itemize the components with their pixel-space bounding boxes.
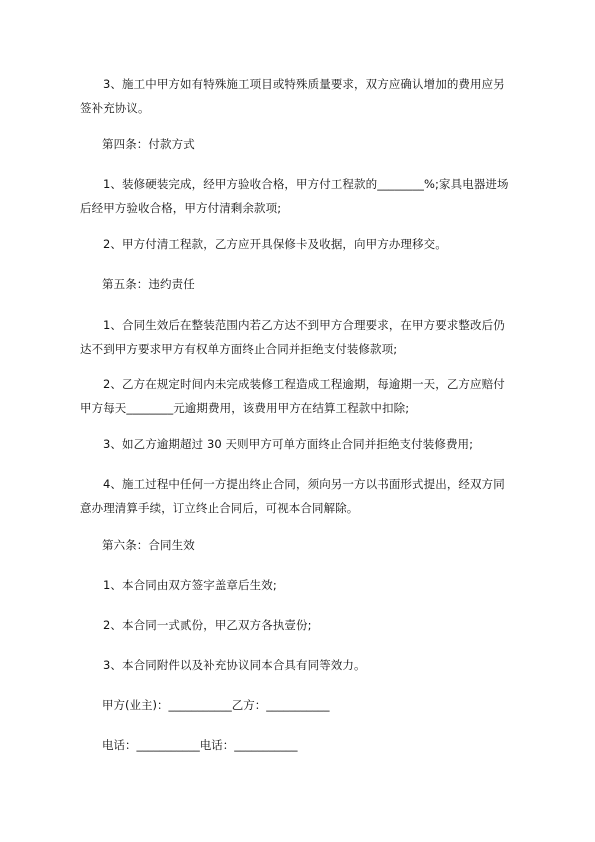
clause-4-1-paragraph: 1、装修硬装完成，经甲方验收合格，甲方付工程款的________%;家具电器进场后经甲方验收合格，甲方付清剩余款项; (80, 177, 509, 215)
clause-5-1-paragraph: 1、合同生效后在整装范围内若乙方达不到甲方合理要求，在甲方要求整改后仍达不到甲方要求甲方有权单方面终止合同并拒绝支付装修款项; (80, 318, 505, 356)
clause-3-3-paragraph: 3、施工中甲方如有特殊施工项目或特殊质量要求，双方应确认增加的费用应另签补充协议。 (80, 77, 505, 115)
clause-6-2-paragraph: 2、本合同一式贰份，甲乙双方各执壹份; (103, 618, 312, 632)
article-4-heading: 第四条：付款方式 (102, 137, 195, 151)
clause-5-3-paragraph: 3、如乙方逾期超过 30 天则甲方可单方面终止合同并拒绝支付装修费用; (103, 437, 474, 451)
article-6-heading: 第六条：合同生效 (102, 538, 195, 552)
clause-5-4-paragraph: 4、施工过程中任何一方提出终止合同，须向另一方以书面形式提出，经双方同意办理清算手续，订立终止合同后，可视本合同解除。 (80, 477, 505, 515)
clause-6-3-paragraph: 3、本合同附件以及补充协议同本合具有同等效力。 (103, 658, 366, 672)
clause-4-2-paragraph: 2、甲方付清工程款，乙方应开具保修卡及收据，向甲方办理移交。 (103, 237, 447, 251)
clause-6-1-paragraph: 1、本合同由双方签字盖章后生效; (103, 578, 277, 592)
article-5-heading: 第五条：违约责任 (102, 277, 195, 291)
clause-5-2-paragraph: 2、乙方在规定时间内未完成装修工程造成工程逾期，每逾期一天，乙方应赔付甲方每天________元逾期费用，该费用甲方在结算工程款中扣除; (80, 377, 505, 415)
signature-party-line: 甲方(业主)：___________乙方：___________ (102, 698, 330, 712)
signature-phone-line: 电话：___________电话：___________ (102, 738, 298, 752)
